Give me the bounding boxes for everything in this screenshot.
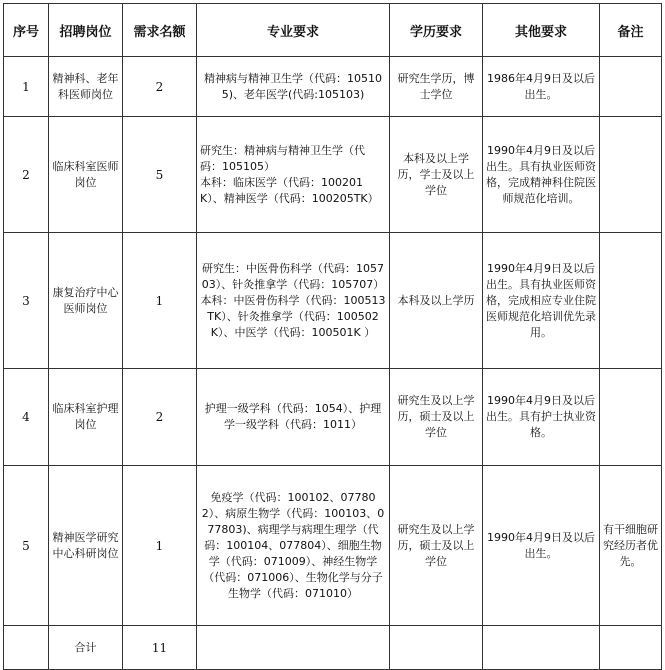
total-count: 11 (123, 626, 197, 670)
position-cell: 精神科、老年科医师岗位 (49, 57, 123, 117)
major-cell (197, 57, 390, 117)
major-cell (197, 117, 390, 233)
table-row (4, 369, 662, 466)
remark-cell (600, 233, 662, 369)
empty-cell (483, 626, 600, 670)
remark-cell (600, 117, 662, 233)
count-cell: 2 (123, 57, 197, 117)
education-cell: 研究生及以上学历，硕士及以上学位 (390, 369, 483, 466)
total-empty-cell (4, 626, 49, 670)
remark-cell (600, 57, 662, 117)
header-position: 招聘岗位 (49, 4, 123, 57)
other-cell: 1990年4月9日及以后出生。 (483, 466, 600, 626)
header-row (4, 4, 662, 57)
major-line: 研究生：精神病与精神卫生学（代码：105105） (200, 143, 365, 173)
header-count: 需求名额 (123, 4, 197, 57)
serial-cell: 4 (4, 369, 49, 466)
total-row (4, 626, 662, 670)
other-cell: 1990年4月9日及以后出生。具有执业医师资格，完成精神科住院医师规范化培训。 (483, 117, 600, 233)
serial-cell: 3 (4, 233, 49, 369)
recruitment-table (3, 3, 662, 670)
serial-cell: 2 (4, 117, 49, 233)
position-cell: 临床科室护理岗位 (49, 369, 123, 466)
position-cell: 临床科室医师岗位 (49, 117, 123, 233)
major-line: 护理一级学科（代码：1054）、护理学一级学科（代码：1011） (204, 402, 382, 431)
major-cell (197, 233, 390, 369)
remark-cell: 有干细胞研究经历者优先。 (600, 466, 662, 626)
header-major: 专业要求 (197, 4, 390, 57)
education-cell: 本科及以上学历 (390, 233, 483, 369)
empty-cell (390, 626, 483, 670)
count-cell: 1 (123, 233, 197, 369)
count-cell: 5 (123, 117, 197, 233)
header-remark: 备注 (600, 4, 662, 57)
major-line: 免疫学（代码：100102、077802）、病原生物学（代码：100103、077803)、病理学与病理生理学（代码：100104、077804）、细胞生物学（代码：071009）、神经生物学（代码：071006）、生物化学与分子生物学（代码：071010） (201, 490, 385, 600)
major-line: 本科：中医骨伤科学（代码：100513TK）、针灸推拿学（代码：100502K）、中医学（代码：100501K ） (200, 293, 386, 339)
serial-cell: 1 (4, 57, 49, 117)
other-cell: 1990年4月9日及以后出生。具有执业医师资格，完成相应专业住院医师规范化培训优先录用。 (483, 233, 600, 369)
education-cell: 研究生及以上学历，硕士及以上学位 (390, 466, 483, 626)
count-cell: 2 (123, 369, 197, 466)
header-serial: 序号 (4, 4, 49, 57)
empty-cell (197, 626, 390, 670)
education-cell: 研究生学历，博士学位 (390, 57, 483, 117)
table-row (4, 117, 662, 233)
major-line: 精神病与精神卫生学（代码：105105)、老年医学(代码:105103) (204, 71, 382, 101)
header-other: 其他要求 (483, 4, 600, 57)
major-cell (197, 369, 390, 466)
other-cell: 1986年4月9日及以后出生。 (483, 57, 600, 117)
header-education: 学历要求 (390, 4, 483, 57)
table-row (4, 57, 662, 117)
count-cell: 1 (123, 466, 197, 626)
table-row (4, 233, 662, 369)
remark-cell (600, 369, 662, 466)
major-line: 本科：临床医学（代码：100201K）、精神医学（代码：100205TK） (200, 175, 379, 205)
total-label: 合计 (49, 626, 123, 670)
empty-cell (600, 626, 662, 670)
education-cell: 本科及以上学历，学士及以上学位 (390, 117, 483, 233)
position-cell: 康复治疗中心医师岗位 (49, 233, 123, 369)
table-row (4, 466, 662, 626)
major-cell (197, 466, 390, 626)
serial-cell: 5 (4, 466, 49, 626)
other-cell: 1990年4月9日及以后出生。具有护士执业资格。 (483, 369, 600, 466)
major-line: 研究生：中医骨伤科学（代码：105703）、针灸推拿学（代码：105707） (201, 261, 385, 291)
position-cell: 精神医学研究中心科研岗位 (49, 466, 123, 626)
